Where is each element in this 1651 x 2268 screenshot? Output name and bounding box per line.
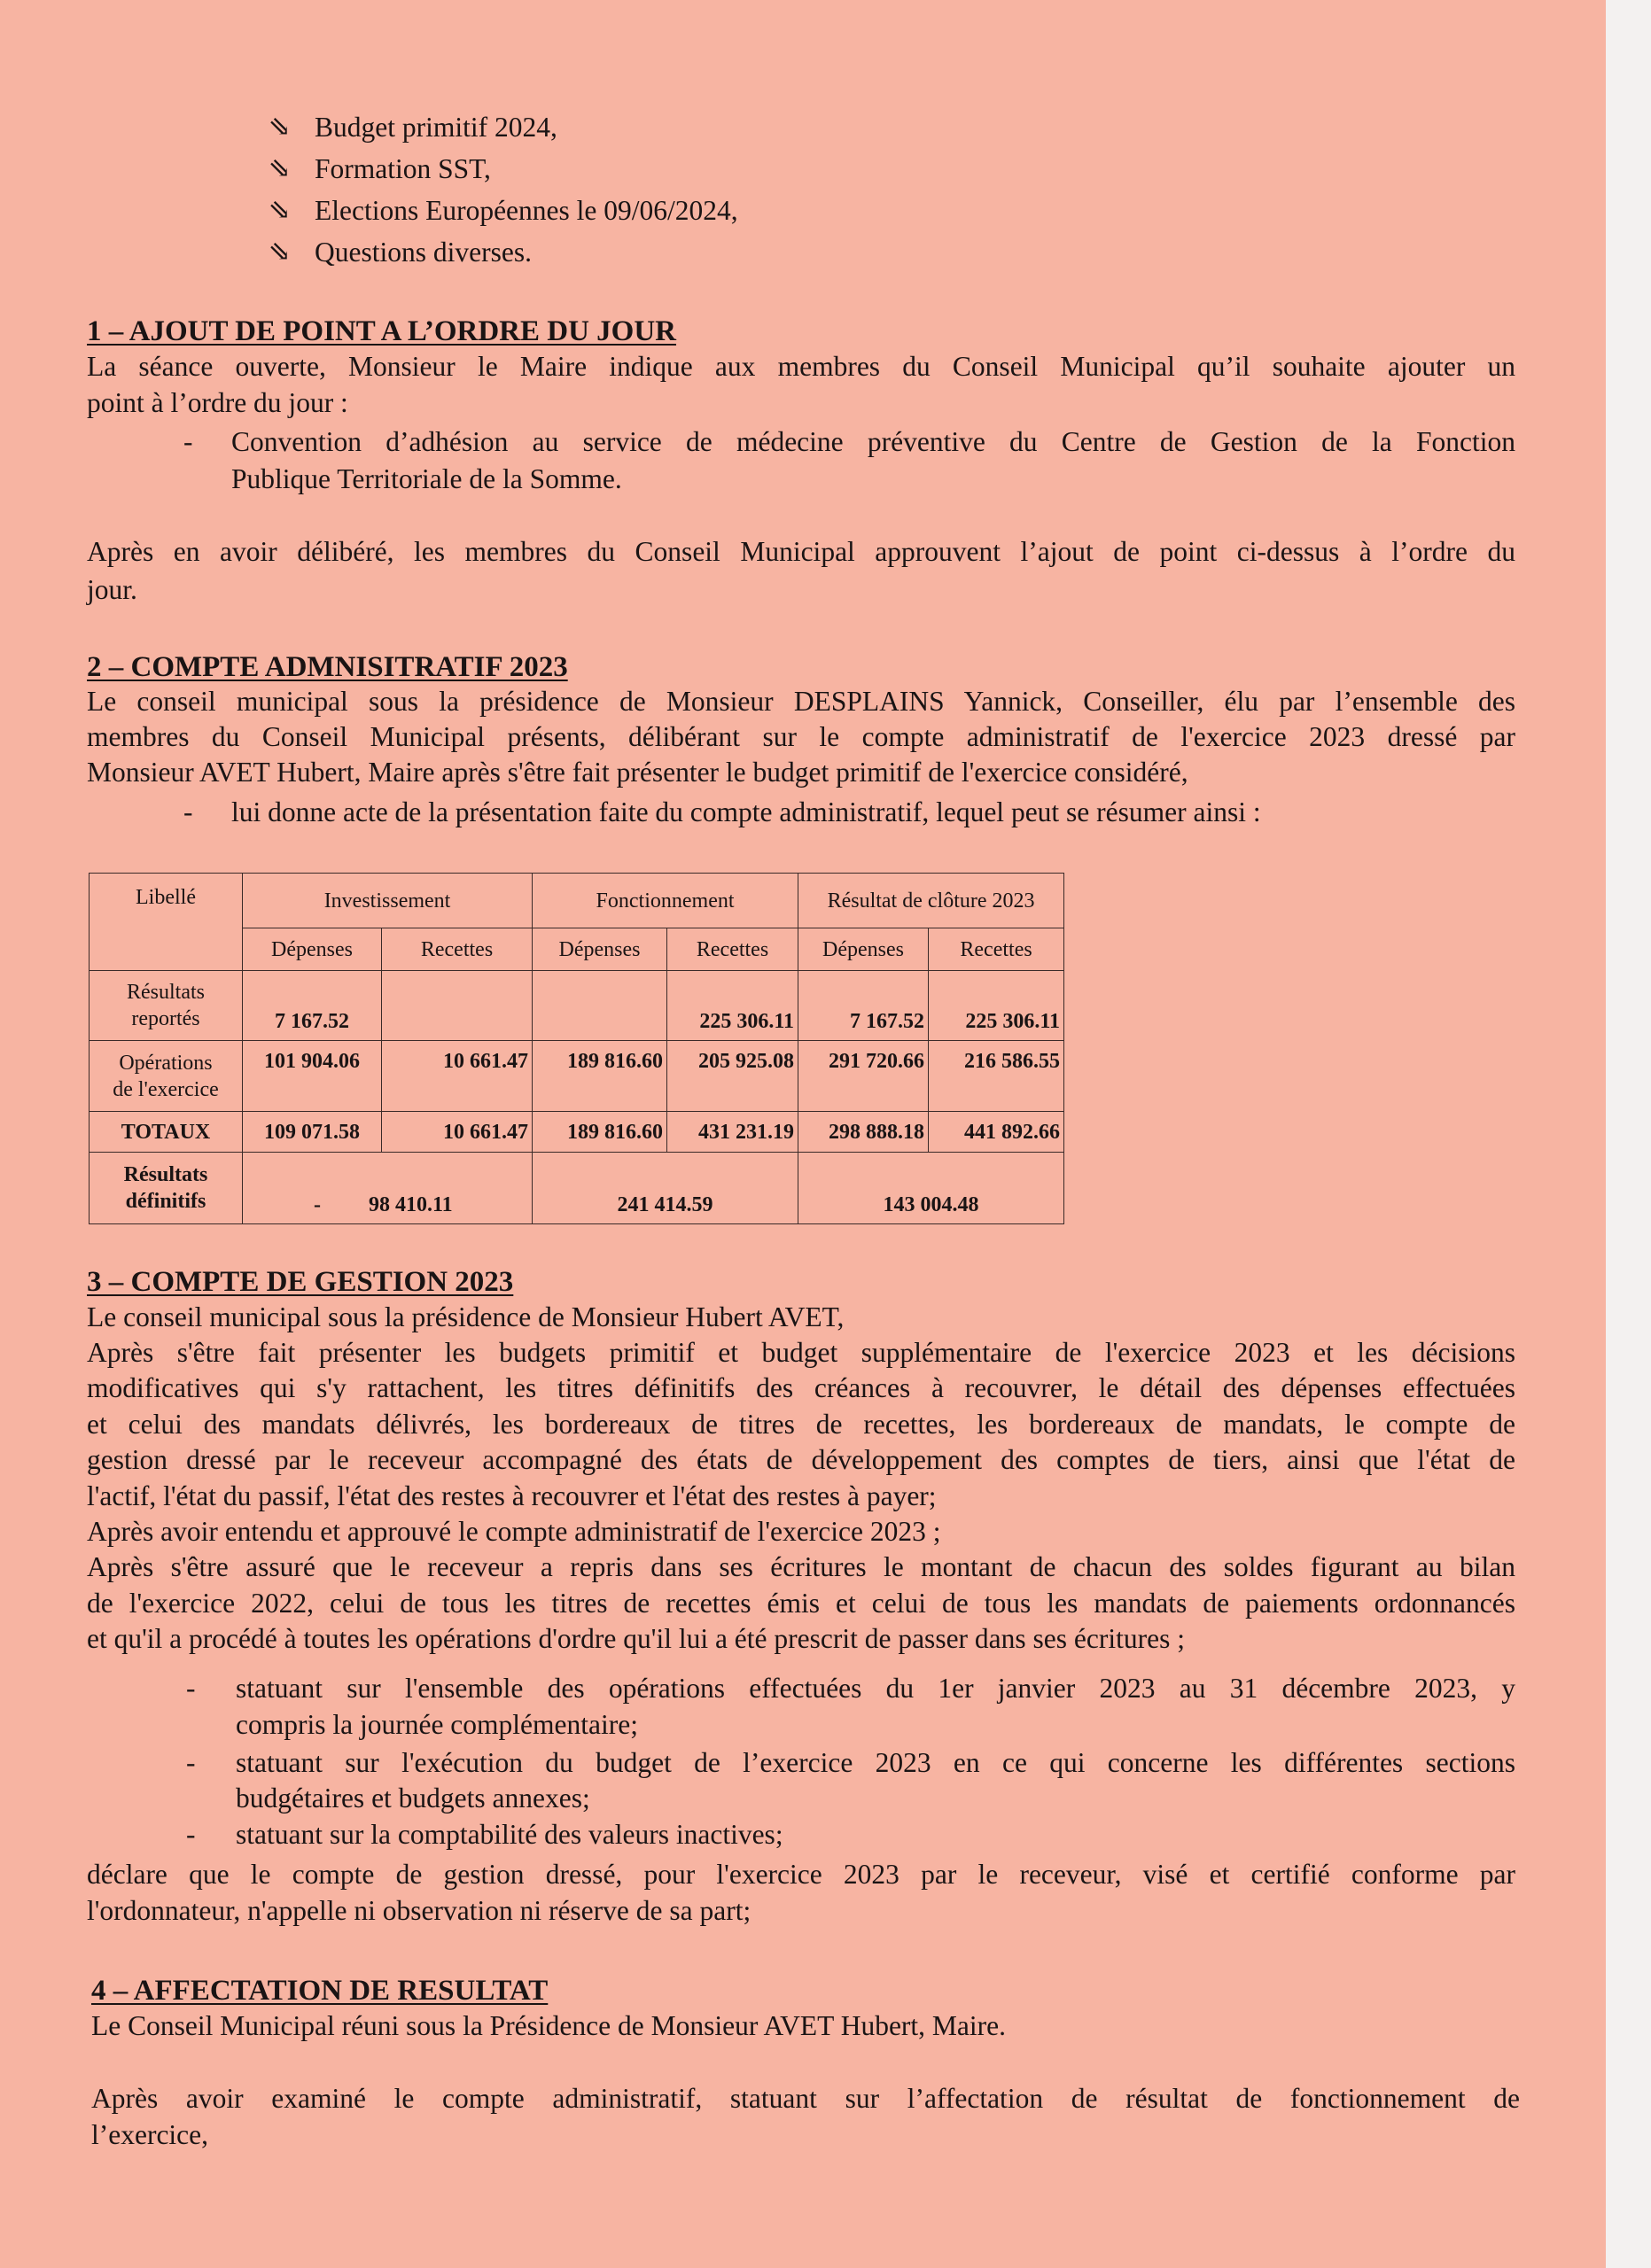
table-cell: 10 661.47 [382,1041,533,1112]
paragraph-line: jour. [87,574,137,605]
paragraph-line: membres du Conseil Municipal présents, délibérant sur le compte administratif de l'exercice 2023 dressé par [87,721,1515,752]
table-header-cell: Dépenses [243,928,382,971]
section-heading: 1 – AJOUT DE POINT A L’ORDRE DU JOUR [87,315,677,347]
paragraph-line: déclare que le compte de gestion dressé, pour l'exercice 2023 par le receveur, visé et certifié conforme par [87,1859,1515,1890]
table-cell [382,971,533,1041]
table-row [90,1041,1064,1112]
bullet-line: statuant sur la comptabilité des valeurs inactives; [236,1819,783,1850]
table-row-resultats-definitifs [90,1153,1064,1224]
table-cell: 101 904.06 [243,1041,382,1112]
paragraph-line: modificatives qui s'y rattachent, les titres définitifs des créances à recouvrer, le détail des dépenses effectuées [87,1372,1515,1403]
agenda-item: Questions diverses. [315,237,532,268]
agenda-item: Elections Européennes le 09/06/2024, [315,195,738,226]
table-header-cell: Recettes [382,928,533,971]
table-cell-fonctionnement-final: 241 414.59 [533,1153,798,1224]
paragraph-line: Monsieur AVET Hubert, Maire après s'être fait présenter le budget primitif de l'exercice considéré, [87,757,1188,788]
paragraph-line: Le conseil municipal sous la présidence de Monsieur DESPLAINS Yannick, Conseiller, élu par l’ensemble des [87,686,1515,717]
table-header-cell: Libellé [90,874,243,971]
paragraph-line: Le conseil municipal sous la présidence de Monsieur Hubert AVET, [87,1301,845,1332]
arrow-bullet-icon: ⇘ [269,237,292,267]
table-cell: 225 306.11 [929,971,1064,1041]
negative-sign: - [314,1193,321,1216]
bullet-line: compris la journée complémentaire; [236,1709,638,1740]
label-line: reportés [131,1007,200,1030]
table-row-label [90,971,243,1041]
table-cell: 10 661.47 [382,1112,533,1153]
agenda-item: Formation SST, [315,153,491,184]
table-cell: 7 167.52 [798,971,929,1041]
paragraph-line: l'actif, l'état du passif, l'état des restes à recouvrer et l'état des restes à payer; [87,1480,937,1511]
paragraph-line: et qu'il a procédé à toutes les opérations d'ordre qu'il lui a été prescrit de passer dans ses écritures ; [87,1623,1185,1654]
table-cell: 205 925.08 [667,1041,798,1112]
final-value: 98 410.11 [369,1193,453,1216]
paragraph-line: Après s'être fait présenter les budgets primitif et budget supplémentaire de l'exercice 2023 et les décisions [87,1337,1515,1368]
paragraph-line: Après avoir entendu et approuvé le compte administratif de l'exercice 2023 ; [87,1516,941,1547]
table-row-label [90,1041,243,1112]
table-cell-cloture-final: 143 004.48 [798,1153,1064,1224]
paragraph-line: Après avoir examiné le compte administratif, statuant sur l’affectation de résultat de fonctionnement de [91,2083,1520,2114]
table-cell: 225 306.11 [667,971,798,1041]
section-heading: 4 – AFFECTATION DE RESULTAT [91,1975,549,2007]
label-line: Résultats [127,981,205,1004]
dash-bullet: - [183,426,193,457]
arrow-bullet-icon: ⇘ [269,196,292,225]
table-cell: 109 071.58 [243,1112,382,1153]
table-cell: 291 720.66 [798,1041,929,1112]
paragraph-line: La séance ouverte, Monsieur le Maire indique aux membres du Conseil Municipal qu’il souhaite ajouter un [87,351,1515,382]
table-cell: 441 892.66 [929,1112,1064,1153]
table-cell: 431 231.19 [667,1112,798,1153]
table-row-totaux [90,1112,1064,1153]
table-row-label: TOTAUX [90,1112,243,1153]
paragraph-line: de l'exercice 2022, celui de tous les titres de recettes émis et celui de tous les mandats de paiements ordonnancés [87,1588,1515,1619]
table-cell: 7 167.52 [243,971,382,1041]
dash-bullet: - [186,1819,196,1850]
bullet-line: budgétaires et budgets annexes; [236,1783,590,1814]
paragraph-line: l’exercice, [91,2119,209,2150]
dash-bullet: - [183,796,193,827]
table-header-cell: Recettes [929,928,1064,971]
table-row-label [90,1153,243,1224]
section-heading: 2 – COMPTE ADMNISITRATIF 2023 [87,651,568,683]
table-cell: 189 816.60 [533,1041,667,1112]
table-cell: 216 586.55 [929,1041,1064,1112]
label-line: Résultats [123,1163,208,1186]
table-header-cell: Résultat de clôture 2023 [798,874,1064,928]
bullet-line: Convention d’adhésion au service de médecine préventive du Centre de Gestion de la Fonction [231,426,1515,457]
paragraph-line: Après s'être assuré que le receveur a repris dans ses écritures le montant de chacun des soldes figurant au bilan [87,1551,1515,1582]
table-header-cell: Dépenses [533,928,667,971]
bullet-line: Publique Territoriale de la Somme. [231,463,622,494]
paragraph-line: Le Conseil Municipal réuni sous la Présidence de Monsieur AVET Hubert, Maire. [91,2010,1007,2041]
dash-bullet: - [186,1747,196,1778]
table-header-cell: Dépenses [798,928,929,971]
paragraph-line: l'ordonnateur, n'appelle ni observation ni réserve de sa part; [87,1895,752,1926]
label-line: définitifs [125,1190,206,1213]
table-row [90,971,1064,1041]
arrow-bullet-icon: ⇘ [269,154,292,183]
agenda-item: Budget primitif 2024, [315,112,557,143]
table-cell: 298 888.18 [798,1112,929,1153]
paragraph-line: gestion dressé par le receveur accompagné des états de développement des comptes de tiers, ainsi que l'état de [87,1444,1515,1475]
label-line: Opérations [119,1051,213,1075]
dash-bullet: - [186,1673,196,1704]
bullet-line: statuant sur l'ensemble des opérations effectuées du 1er janvier 2023 au 31 décembre 2023, y [236,1673,1515,1704]
paragraph-line: point à l’ordre du jour : [87,387,348,418]
bullet-line: lui donne acte de la présentation faite du compte administratif, lequel peut se résumer ainsi : [231,796,1261,827]
table-header-cell: Fonctionnement [533,874,798,928]
scan-margin [1606,0,1651,2268]
bullet-line: statuant sur l'exécution du budget de l’exercice 2023 en ce qui concerne les différentes sections [236,1747,1515,1778]
paragraph-line: Après en avoir délibéré, les membres du Conseil Municipal approuvent l’ajout de point ci-dessus à l’ordre du [87,536,1515,567]
compte-administratif-table [89,873,1064,1224]
table-header-row [90,874,1064,928]
table-cell: 189 816.60 [533,1112,667,1153]
label-line: de l'exercice [113,1077,219,1101]
table-cell-investissement-final [243,1153,533,1224]
table-header-cell: Recettes [667,928,798,971]
arrow-bullet-icon: ⇘ [269,113,292,142]
section-heading: 3 – COMPTE DE GESTION 2023 [87,1266,514,1298]
paragraph-line: et celui des mandats délivrés, les bordereaux de titres de recettes, les bordereaux de mandats, le compte de [87,1409,1515,1440]
table-header-cell: Investissement [243,874,533,928]
table-cell [533,971,667,1041]
